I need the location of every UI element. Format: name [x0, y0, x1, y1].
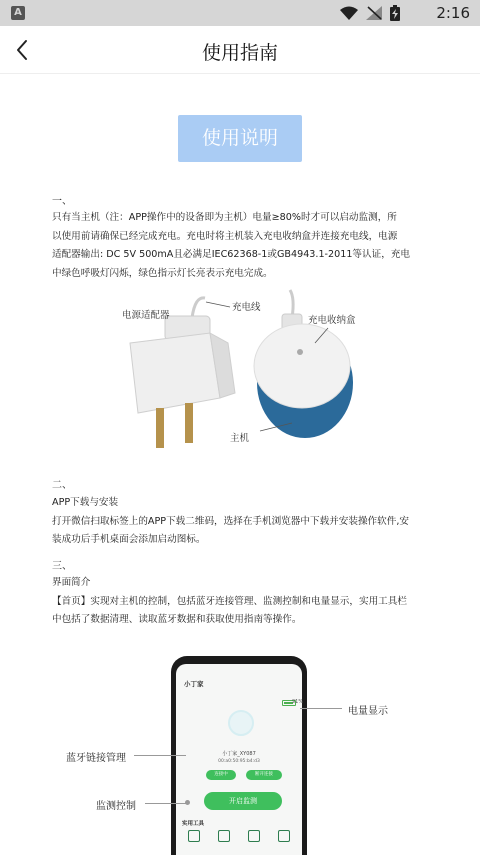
mock-tools-label: 实用工具 — [182, 821, 205, 827]
section-three-subheading: 界面简介 — [52, 577, 91, 588]
phone-mockup — [171, 656, 307, 855]
app-notification-icon: A — [11, 6, 25, 20]
header-bar — [0, 26, 480, 74]
wifi-icon — [340, 6, 358, 20]
label-cable: 充电线 — [232, 302, 261, 313]
section-one-heading: 一、 — [52, 196, 72, 207]
status-time: 2:16 — [436, 4, 470, 22]
callout-line-battery — [300, 708, 342, 709]
callout-bluetooth-management: 蓝牙链接管理 — [66, 753, 126, 764]
section-three-text — [52, 574, 452, 630]
mock-start-monitor-button: 开启监测 — [204, 792, 282, 810]
battery-charging-icon — [390, 5, 400, 21]
callout-monitor-control: 监测控制 — [96, 801, 136, 812]
mock-battery-text: 91% — [292, 699, 304, 705]
mock-tool-icon — [188, 830, 200, 842]
charger-figure — [110, 288, 370, 458]
section-one-line: 中绿色呼吸灯闪烁，绿色指示灯长亮表示充电完成。 — [52, 267, 273, 279]
no-signal-icon — [366, 6, 382, 20]
section-two-heading: 二、 — [52, 480, 72, 491]
section-one-line: 以使用前请确保已经完成充电。充电时将主机装入充电收纳盒并连接充电线，电源 — [52, 230, 398, 242]
section-three-line: 【首页】实现对主机的控制，包括蓝牙连接管理、监测控制和电量显示，实用工具栏 — [52, 595, 407, 607]
callout-line-monitor — [145, 803, 187, 804]
mock-connect-pill: 连接中 — [206, 770, 236, 780]
mock-app-name: 小丁家 — [184, 680, 204, 688]
section-two-text — [52, 494, 452, 550]
label-power-adapter: 电源适配器 — [122, 310, 170, 321]
status-icons — [340, 5, 400, 21]
mock-tool-icon — [278, 830, 290, 842]
section-one-line: 只有当主机（注：APP操作中的设备即为主机）电量≥80%时才可以启动监测，所 — [52, 212, 397, 223]
section-three-heading: 三、 — [52, 561, 72, 572]
section-one-text — [52, 209, 452, 283]
mock-device-name: 小丁家_XY087 — [222, 751, 256, 757]
section-two-subheading: APP下载与安装 — [52, 497, 119, 508]
mock-disconnect-pill: 断开连接 — [246, 770, 282, 780]
mock-tool-icon — [248, 830, 260, 842]
page-title: 使用指南 — [201, 42, 278, 64]
guide-button[interactable]: 使用说明 — [178, 115, 302, 162]
section-one-line: 适配器输出: DC 5V 500mA且必满足IEC62368-1或GB4943.1-2011等认证，充电 — [52, 249, 410, 260]
section-three-line: 中包括了数据清理、读取蓝牙数据和获取使用指南等操作。 — [52, 614, 302, 625]
phone-screen — [176, 664, 302, 855]
mock-device-icon — [228, 710, 254, 736]
label-host: 主机 — [230, 433, 250, 444]
status-bar — [0, 0, 480, 26]
callout-dot-monitor — [185, 800, 190, 805]
mock-device-mac: 00:a0:50:95:b4:d3 — [218, 759, 260, 764]
section-two-line: 装成功后手机桌面会添加启动图标。 — [52, 534, 206, 545]
mock-tool-icon — [218, 830, 230, 842]
callout-battery-display: 电量显示 — [348, 706, 388, 717]
label-charging-case: 充电收纳盒 — [308, 315, 356, 326]
callout-line-bluetooth — [134, 755, 186, 756]
section-two-line: 打开微信扫取标签上的APP下载二维码，选择在手机浏览器中下载并安装操作软件,安 — [52, 515, 409, 527]
